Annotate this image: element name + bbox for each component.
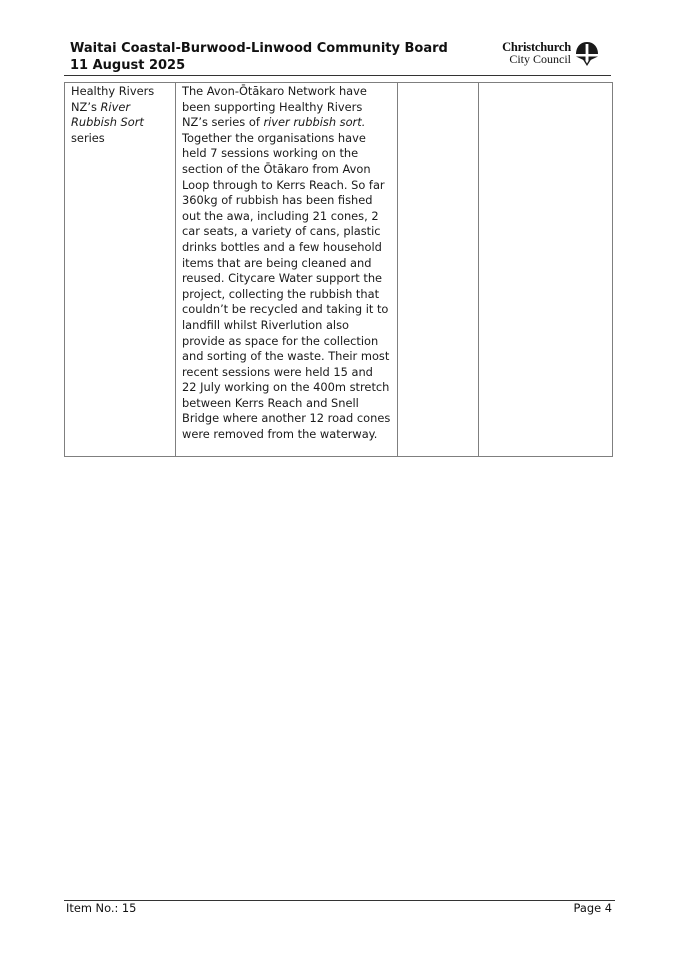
page-number: Page 4 bbox=[573, 901, 612, 915]
item-number: Item No.: 15 bbox=[66, 901, 137, 915]
topic-cell bbox=[65, 83, 176, 457]
council-logo bbox=[497, 41, 601, 67]
description-text: The Avon-Ōtākaro Network have been supporting Healthy Rivers NZ’s series of bbox=[182, 84, 367, 130]
empty-cell-4 bbox=[479, 83, 613, 457]
activity-table bbox=[64, 82, 613, 457]
description-rest-text: Together the organisations have held 7 sessions working on the section of the Ōtākaro from Avon Loop through to Kerrs Reach. So far 360kg of rubbish has been fished out the awa, including 21 cones, 2 car seats, a variety of cans, plastic drinks bottles and a few household items that are being cleaned and reused. Citycare Water support the project, collecting the rubbish that couldn’t be recycled and taking it to landfill whilst Riverlution also provide as space for the collection and sorting of the waste. Their most recent sessions were held 15 and 22 July working on the 400m stretch between Kerrs Reach and Snell Bridge where another 12 road cones were removed from the waterway. bbox=[182, 130, 391, 442]
header-divider bbox=[64, 75, 611, 76]
christchurch-council-logo-icon bbox=[574, 41, 600, 67]
description-cell bbox=[176, 83, 398, 457]
logo-wordmark bbox=[497, 41, 571, 65]
topic-italic-text: River Rubbish Sort bbox=[71, 99, 144, 130]
description-italic-text: river rubbish sort. bbox=[263, 115, 366, 130]
logo-line-2: City Council bbox=[509, 52, 571, 66]
table-row bbox=[65, 83, 613, 457]
logo-line-1: Christchurch bbox=[502, 40, 571, 54]
topic-text: Healthy Rivers NZ’s bbox=[71, 84, 155, 114]
board-name: Waitai Coastal-Burwood-Linwood Community Board bbox=[70, 41, 448, 56]
footer-divider bbox=[64, 900, 615, 901]
empty-cell-3 bbox=[398, 83, 479, 457]
topic-suffix-text: series bbox=[71, 130, 105, 145]
meeting-date: 11 August 2025 bbox=[70, 58, 186, 73]
